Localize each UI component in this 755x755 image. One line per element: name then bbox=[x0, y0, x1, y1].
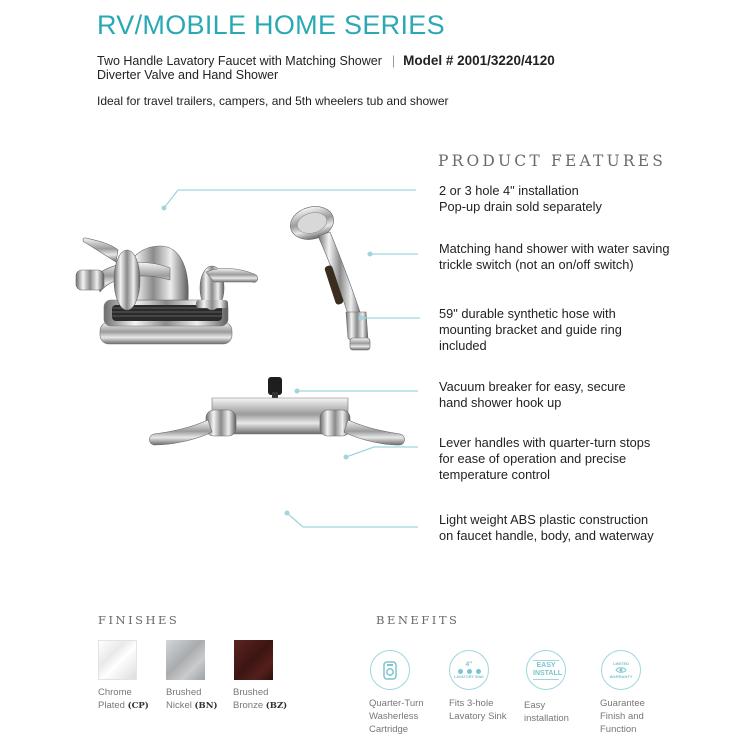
brushed-nickel-label: Brushed Nickel (BN) bbox=[166, 687, 218, 711]
separator: | bbox=[391, 54, 396, 68]
easy-install-icon: EASY INSTALL bbox=[526, 650, 566, 690]
feature-vacuum-breaker: Vacuum breaker for easy, secure hand shower hook up bbox=[439, 379, 626, 410]
brushed-bronze-swatch bbox=[234, 640, 273, 680]
warranty-icon: LIMITED WARRANTY bbox=[601, 650, 641, 690]
chrome-plated-label: Chrome Plated (CP) bbox=[98, 687, 149, 711]
eye-icon bbox=[615, 666, 627, 674]
leader-dots bbox=[162, 206, 373, 516]
cartridge-icon bbox=[370, 650, 410, 690]
feature-abs-construction: Light weight ABS plastic construction on faucet handle, body, and waterway bbox=[439, 512, 654, 543]
leader-lines bbox=[164, 190, 420, 527]
benefits-heading: BENEFITS bbox=[376, 613, 460, 627]
description-line-2: Diverter Valve and Hand Shower bbox=[97, 68, 279, 82]
page-title: RV/MOBILE HOME SERIES bbox=[97, 10, 445, 40]
diverter-valve-image bbox=[150, 377, 405, 445]
lavatory-faucet-image bbox=[76, 238, 258, 344]
sink-holes-icon: 4" LAVATORY SINK bbox=[449, 650, 489, 690]
finishes-heading: FINISHES bbox=[98, 613, 180, 627]
feature-hose: 59" durable synthetic hose with mounting bracket and guide ring included bbox=[439, 306, 622, 353]
benefit-cartridge-label: Quarter-Turn Washerless Cartridge bbox=[369, 698, 424, 735]
tagline: Ideal for travel trailers, campers, and 5th wheelers tub and shower bbox=[97, 94, 449, 108]
feature-installation: 2 or 3 hole 4" installation Pop-up drain sold separately bbox=[439, 183, 602, 214]
description-line-1: Two Handle Lavatory Faucet with Matching Shower bbox=[97, 54, 382, 68]
benefit-sink-label: Fits 3-hole Lavatory Sink bbox=[449, 698, 507, 722]
benefit-warranty-label: Guarantee Finish and Function bbox=[600, 698, 645, 735]
brushed-nickel-swatch bbox=[166, 640, 205, 680]
hand-shower-image bbox=[287, 202, 370, 350]
brushed-bronze-label: Brushed Bronze (BZ) bbox=[233, 687, 288, 711]
benefit-install-label: Easy installation bbox=[524, 700, 569, 724]
features-heading: PRODUCT FEATURES bbox=[438, 152, 667, 170]
model-number: Model # 2001/3220/4120 bbox=[403, 53, 555, 68]
feature-hand-shower: Matching hand shower with water saving trickle switch (not an on/off switch) bbox=[439, 241, 670, 272]
feature-lever-handles: Lever handles with quarter-turn stops for ease of operation and precise temperature control bbox=[439, 435, 651, 482]
chrome-plated-swatch bbox=[98, 640, 137, 680]
